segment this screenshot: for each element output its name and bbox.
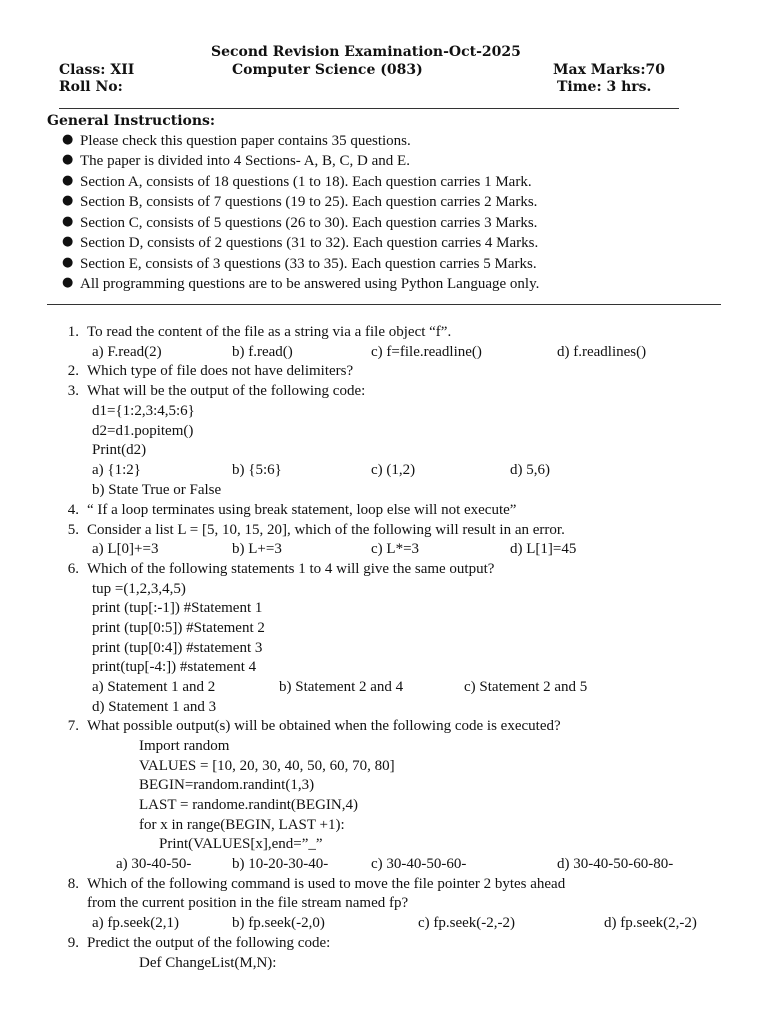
code-line: print (tup[0:5]) #Statement 2 [92,620,265,636]
option-d: d) 5,6) [510,462,550,478]
question-number: 9. [67,935,79,951]
option-a: a) F.read(2) [92,344,162,360]
bullet-icon: ● [62,173,74,188]
question-text: To read the content of the file as a string via a file object “f”. [87,324,452,340]
option-d: d) f.readlines() [557,344,647,360]
bullet-icon: ● [62,234,74,249]
instruction-item: All programming questions are to be answered using Python Language only. [80,276,540,292]
bullet-icon: ● [62,152,74,167]
instructions-heading: General Instructions: [47,113,216,129]
option-b: b) fp.seek(-2,0) [232,915,325,931]
option-c: c) f=file.readline() [371,344,482,360]
instruction-item: Section A, consists of 18 questions (1 to 18). Each question carries 1 Mark. [80,174,532,190]
question-number: 3. [67,383,79,399]
code-line: LAST = randome.randint(BEGIN,4) [139,797,358,813]
option-b: b) Statement 2 and 4 [279,679,404,695]
option-d: d) L[1]=45 [510,541,577,557]
code-line: VALUES = [10, 20, 30, 40, 50, 60, 70, 80] [139,758,395,774]
option-a: a) fp.seek(2,1) [92,915,180,931]
option-a: a) {1:2} [92,462,141,478]
option-d: d) fp.seek(2,-2) [604,915,697,931]
option-b: b) {5:6} [232,462,282,478]
code-line: print(tup[-4:]) #statement 4 [92,659,257,675]
option-c: c) (1,2) [371,462,416,478]
option-b: b) f.read() [232,344,293,360]
section-note: b) State True or False [92,482,222,498]
bullet-icon: ● [62,275,74,290]
question-text: What will be the output of the following code: [87,383,366,399]
instruction-item: Please check this question paper contains 35 questions. [80,133,411,149]
option-a: a) L[0]+=3 [92,541,159,557]
exam-title: Second Revision Examination-Oct-2025 [211,44,521,60]
question-text: Which of the following statements 1 to 4 will give the same output? [87,561,495,577]
instruction-item: Section B, consists of 7 questions (19 to 25). Each question carries 2 Marks. [80,194,538,210]
option-d: d) 30-40-50-60-80- [557,856,674,872]
code-line: tup =(1,2,3,4,5) [92,581,186,597]
question-text: Which type of file does not have delimiters? [87,363,354,379]
instruction-item: Section C, consists of 5 questions (26 to 30). Each question carries 3 Marks. [80,215,538,231]
question-text: What possible output(s) will be obtained when the following code is executed? [87,718,561,734]
instruction-item: Section E, consists of 3 questions (33 to 35). Each question carries 5 Marks. [80,256,537,272]
code-line: d1={1:2,3:4,5:6} [92,403,195,419]
question-text-continued: from the current position in the file stream named fp? [87,895,409,911]
question-text: “ If a loop terminates using break statement, loop else will not execute” [87,502,517,518]
subject-label: Computer Science (083) [232,62,423,78]
time-label: Time: 3 hrs. [557,79,652,95]
question-text: Consider a list L = [5, 10, 15, 20], which of the following will result in an error. [87,522,565,538]
max-marks-label: Max Marks:70 [553,62,665,78]
instruction-item: The paper is divided into 4 Sections- A, B, C, D and E. [80,153,410,169]
class-label: Class: XII [59,62,135,78]
option-b: b) 10-20-30-40- [232,856,329,872]
option-c: c) Statement 2 and 5 [464,679,588,695]
code-line: for x in range(BEGIN, LAST +1): [139,817,345,833]
bullet-icon: ● [62,214,74,229]
header-divider [59,108,679,109]
code-line: Import random [139,738,230,754]
option-c: c) L*=3 [371,541,420,557]
code-line: Print(d2) [92,442,147,458]
code-line: Print(VALUES[x],end=”_” [159,836,323,852]
option-c: c) fp.seek(-2,-2) [418,915,516,931]
code-line: print (tup[0:4]) #statement 3 [92,640,263,656]
instruction-item: Section D, consists of 2 questions (31 to 32). Each question carries 4 Marks. [80,235,539,251]
question-number: 6. [67,561,79,577]
option-a: a) 30-40-50- [116,856,192,872]
roll-no-label: Roll No: [59,79,123,95]
question-text: Predict the output of the following code: [87,935,331,951]
question-number: 5. [67,522,79,538]
question-number: 7. [67,718,79,734]
instructions-divider [47,304,721,305]
question-number: 1. [67,324,79,340]
option-a: a) Statement 1 and 2 [92,679,216,695]
option-d: d) Statement 1 and 3 [92,699,217,715]
question-number: 2. [67,363,79,379]
code-line: d2=d1.popitem() [92,423,194,439]
question-text: Which of the following command is used to move the file pointer 2 bytes ahead [87,876,566,892]
code-line: print (tup[:-1]) #Statement 1 [92,600,263,616]
code-line: BEGIN=random.randint(1,3) [139,777,315,793]
option-b: b) L+=3 [232,541,282,557]
code-line: Def ChangeList(M,N): [139,955,277,971]
bullet-icon: ● [62,193,74,208]
option-c: c) 30-40-50-60- [371,856,467,872]
question-number: 8. [67,876,79,892]
bullet-icon: ● [62,255,74,270]
question-number: 4. [67,502,79,518]
bullet-icon: ● [62,132,74,147]
